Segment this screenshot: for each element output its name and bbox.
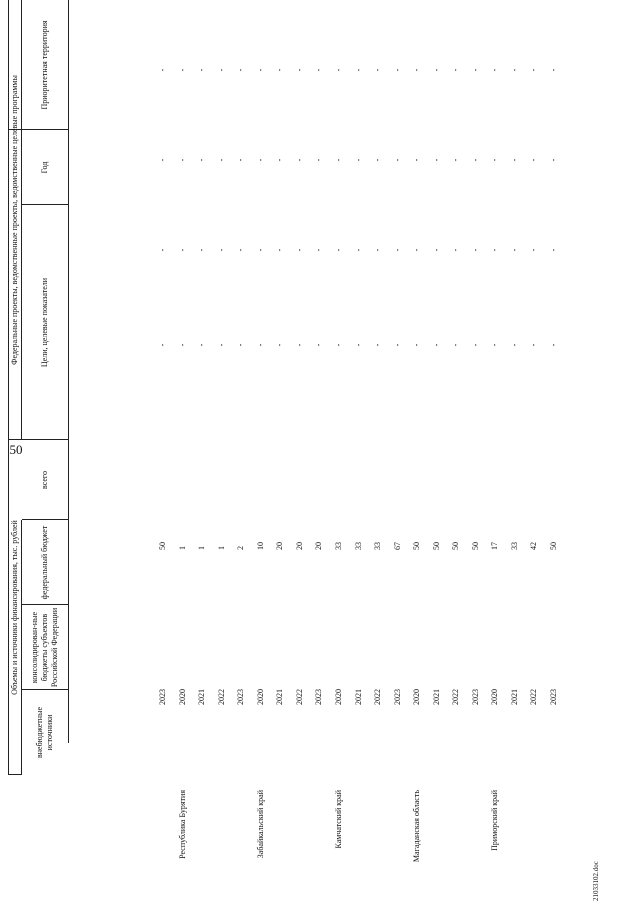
row-goal: 1 bbox=[197, 546, 207, 550]
row-federal-value: - bbox=[392, 248, 402, 252]
row-total-value: - bbox=[431, 343, 441, 347]
row-regional-value: - bbox=[294, 158, 304, 162]
row-year: 2020 bbox=[255, 689, 265, 705]
extrabudget-column-header: внебюджетные источники bbox=[35, 707, 54, 758]
goals-column-header: Цели, целевые показатели bbox=[40, 277, 49, 368]
row-federal-value: - bbox=[451, 248, 461, 252]
row-year: 2021 bbox=[509, 689, 519, 705]
row-regional-value: - bbox=[236, 158, 246, 162]
row-total-value: - bbox=[549, 343, 558, 347]
row-year: 2023 bbox=[236, 689, 246, 705]
row-federal-value: - bbox=[177, 248, 187, 252]
row-territory: Приморский край bbox=[490, 790, 500, 851]
row-regional-value: - bbox=[373, 158, 383, 162]
row-goal: 20 bbox=[275, 542, 285, 550]
row-year: 2022 bbox=[294, 689, 304, 705]
row-year: 2020 bbox=[177, 689, 187, 705]
row-goal: 20 bbox=[294, 542, 304, 550]
row-year: 2023 bbox=[314, 689, 324, 705]
row-regional-value: - bbox=[549, 158, 558, 162]
row-total-value: - bbox=[216, 343, 226, 347]
row-total-value: - bbox=[392, 343, 402, 347]
row-year: 2020 bbox=[412, 689, 422, 705]
row-goal: 50 bbox=[451, 542, 461, 550]
row-extrabudget-value: - bbox=[197, 68, 207, 72]
row-regional-value: - bbox=[529, 158, 539, 162]
row-regional-value: - bbox=[470, 158, 480, 162]
row-regional-value: - bbox=[177, 158, 187, 162]
row-total-value: - bbox=[353, 343, 363, 347]
row-year: 2023 bbox=[470, 689, 480, 705]
row-extrabudget-value: - bbox=[158, 68, 167, 72]
row-total-value: - bbox=[470, 343, 480, 347]
row-regional-value: - bbox=[353, 158, 363, 162]
row-goal: 42 bbox=[529, 542, 539, 550]
row-federal-value: - bbox=[490, 248, 500, 252]
row-extrabudget-value: - bbox=[373, 68, 383, 72]
row-year: 2022 bbox=[451, 689, 461, 705]
row-federal-value: - bbox=[197, 248, 207, 252]
projects-group-header: Федеральные проекты, ведомственные проекты, ведомственные целевые программы bbox=[10, 75, 19, 365]
row-federal-value: - bbox=[549, 248, 558, 252]
row-regional-value: - bbox=[197, 158, 207, 162]
row-extrabudget-value: - bbox=[490, 68, 500, 72]
row-total-value: - bbox=[373, 343, 383, 347]
row-year: 2020 bbox=[333, 689, 343, 705]
row-year: 2022 bbox=[216, 689, 226, 705]
row-extrabudget-value: - bbox=[177, 68, 187, 72]
row-regional-value: - bbox=[509, 158, 519, 162]
row-federal-value: - bbox=[470, 248, 480, 252]
row-goal: 50 bbox=[470, 542, 480, 550]
row-federal-value: - bbox=[255, 248, 265, 252]
row-federal-value: - bbox=[412, 248, 422, 252]
row-total-value: - bbox=[275, 343, 285, 347]
row-extrabudget-value: - bbox=[314, 68, 324, 72]
row-federal-value: - bbox=[509, 248, 519, 252]
row-goal: 67 bbox=[392, 542, 402, 550]
row-total-value: - bbox=[255, 343, 265, 347]
row-territory: Магаданская область bbox=[412, 790, 422, 863]
row-regional-value: - bbox=[392, 158, 402, 162]
row-territory: Республика Бурятия bbox=[177, 790, 187, 859]
row-total-value: - bbox=[236, 343, 246, 347]
row-regional-value: - bbox=[314, 158, 324, 162]
row-year: 2022 bbox=[529, 689, 539, 705]
row-goal: 17 bbox=[490, 542, 500, 550]
row-goal: 2 bbox=[236, 546, 246, 550]
row-goal: 50 bbox=[412, 542, 422, 550]
row-extrabudget-value: - bbox=[451, 68, 461, 72]
row-total-value: - bbox=[314, 343, 324, 347]
row-total-value: - bbox=[412, 343, 422, 347]
row-total-value: - bbox=[177, 343, 187, 347]
row-regional-value: - bbox=[255, 158, 265, 162]
row-total-value: - bbox=[490, 343, 500, 347]
row-regional-value: - bbox=[412, 158, 422, 162]
regional-column-header: консолидирован-ные бюджеты субъектов Российской Федерации bbox=[30, 607, 59, 688]
row-total-value: - bbox=[294, 343, 304, 347]
row-federal-value: - bbox=[158, 248, 167, 252]
row-goal: 1 bbox=[216, 546, 226, 550]
row-total-value: - bbox=[451, 343, 461, 347]
row-extrabudget-value: - bbox=[392, 68, 402, 72]
row-regional-value: - bbox=[431, 158, 441, 162]
row-regional-value: - bbox=[158, 158, 167, 162]
row-extrabudget-value: - bbox=[294, 68, 304, 72]
row-total-value: - bbox=[197, 343, 207, 347]
territory-column-header: Приоритетная территория bbox=[40, 20, 49, 110]
header-bottom-line bbox=[68, 0, 69, 743]
row-regional-value: - bbox=[451, 158, 461, 162]
row-extrabudget-value: - bbox=[470, 68, 480, 72]
total-column-header: всего bbox=[40, 471, 49, 490]
row-year: 2021 bbox=[197, 689, 207, 705]
row-year: 2021 bbox=[353, 689, 363, 705]
row-extrabudget-value: - bbox=[216, 68, 226, 72]
row-regional-value: - bbox=[333, 158, 343, 162]
row-extrabudget-value: - bbox=[412, 68, 422, 72]
row-federal-value: - bbox=[353, 248, 363, 252]
row-federal-value: - bbox=[236, 248, 246, 252]
row-total-value: - bbox=[158, 343, 167, 347]
row-regional-value: - bbox=[275, 158, 285, 162]
row-extrabudget-value: - bbox=[509, 68, 519, 72]
year-column-header: Год bbox=[40, 161, 49, 174]
row-total-value: - bbox=[333, 343, 343, 347]
row-federal-value: - bbox=[294, 248, 304, 252]
row-federal-value: - bbox=[431, 248, 441, 252]
row-goal: 50 bbox=[549, 542, 558, 550]
row-extrabudget-value: - bbox=[431, 68, 441, 72]
row-federal-value: - bbox=[529, 248, 539, 252]
row-territory: Камчатский край bbox=[333, 790, 343, 849]
row-goal: 20 bbox=[314, 542, 324, 550]
row-total-value: - bbox=[529, 343, 539, 347]
row-extrabudget-value: - bbox=[549, 68, 558, 72]
row-goal: 1 bbox=[177, 546, 187, 550]
row-goal: 33 bbox=[373, 542, 383, 550]
row-total-value: - bbox=[509, 343, 519, 347]
row-year: 2021 bbox=[275, 689, 285, 705]
row-federal-value: - bbox=[333, 248, 343, 252]
row-territory: Забайкальский край bbox=[255, 790, 265, 859]
row-goal: 33 bbox=[333, 542, 343, 550]
row-extrabudget-value: - bbox=[333, 68, 343, 72]
row-year: 2023 bbox=[549, 689, 558, 705]
row-extrabudget-value: - bbox=[236, 68, 246, 72]
row-federal-value: - bbox=[275, 248, 285, 252]
federal-column-header: федеральный бюджет bbox=[40, 525, 49, 600]
row-year: 2020 bbox=[490, 689, 500, 705]
row-goal: 10 bbox=[255, 542, 265, 550]
row-extrabudget-value: - bbox=[255, 68, 265, 72]
row-year: 2023 bbox=[392, 689, 402, 705]
row-year: 2022 bbox=[373, 689, 383, 705]
row-federal-value: - bbox=[216, 248, 226, 252]
row-goal: 33 bbox=[509, 542, 519, 550]
page-number: 50 bbox=[9, 442, 23, 457]
row-extrabudget-value: - bbox=[529, 68, 539, 72]
row-goal: 50 bbox=[158, 542, 167, 550]
file-name: 21033102.doc bbox=[592, 861, 600, 901]
funding-group-header: Объемы и источники финансирования, тыс. рублей bbox=[10, 520, 19, 695]
row-regional-value: - bbox=[216, 158, 226, 162]
row-goal: 50 bbox=[431, 542, 441, 550]
row-federal-value: - bbox=[373, 248, 383, 252]
row-goal: 33 bbox=[353, 542, 363, 550]
row-regional-value: - bbox=[490, 158, 500, 162]
row-year: 2021 bbox=[431, 689, 441, 705]
row-extrabudget-value: - bbox=[353, 68, 363, 72]
row-federal-value: - bbox=[314, 248, 324, 252]
row-year: 2023 bbox=[158, 689, 167, 705]
row-extrabudget-value: - bbox=[275, 68, 285, 72]
